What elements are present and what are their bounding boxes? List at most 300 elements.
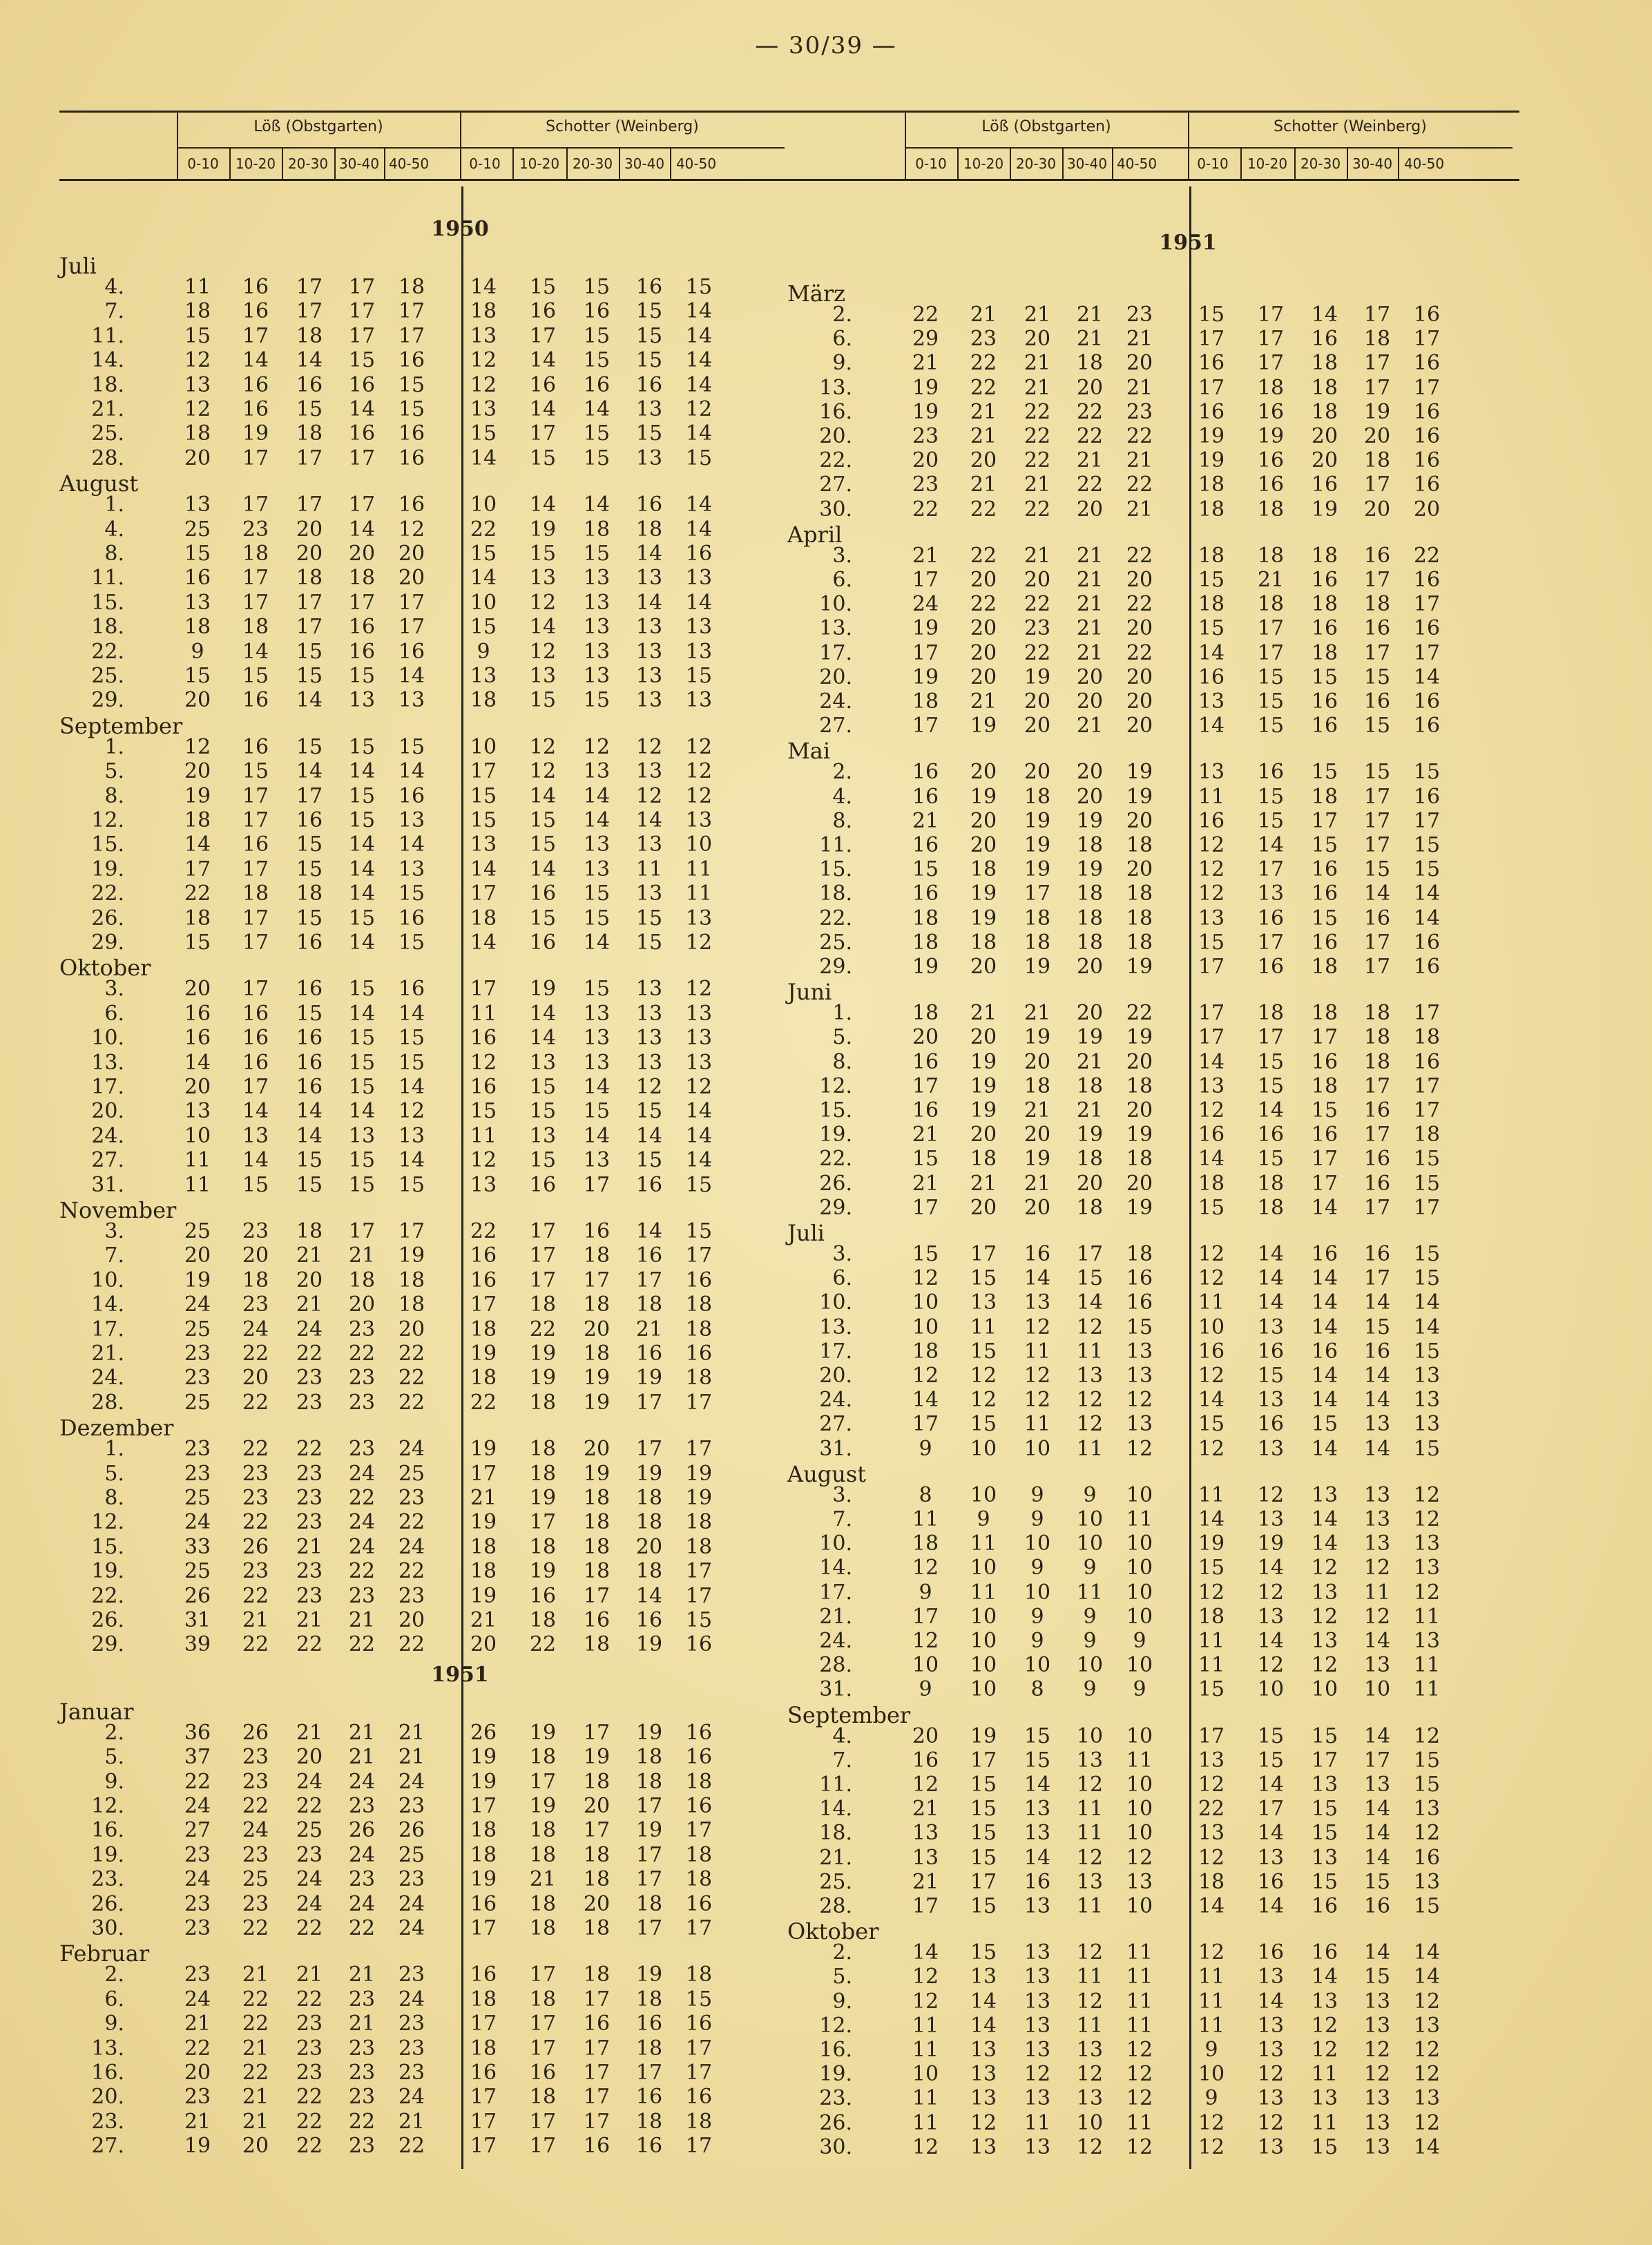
value-cell: 13 xyxy=(1413,1629,1441,1653)
month-label: Oktober xyxy=(787,1918,879,1945)
table-row xyxy=(787,544,1519,569)
value-cell: 16 xyxy=(1198,399,1225,424)
value-cell: 18 xyxy=(685,1842,713,1867)
month-label: Juni xyxy=(787,979,832,1006)
table-row xyxy=(59,1962,791,1987)
value-cell: 11 xyxy=(1024,1339,1051,1364)
value-cell: 21 xyxy=(184,2109,211,2134)
value-cell: 21 xyxy=(970,424,997,448)
value-cell: 14 xyxy=(1311,303,1338,327)
value-cell: 18 xyxy=(1126,881,1153,906)
value-cell: 17 xyxy=(1198,1001,1225,1026)
date-cell: 6. xyxy=(104,1987,124,2012)
table-row xyxy=(59,688,791,713)
value-cell: 19 xyxy=(1076,1122,1104,1147)
table-row xyxy=(59,1437,791,1462)
value-cell: 12 xyxy=(685,783,713,808)
table-row xyxy=(787,1605,1519,1630)
table-row xyxy=(59,1002,791,1026)
value-cell: 20 xyxy=(970,665,997,689)
value-cell: 16 xyxy=(685,1632,713,1657)
value-cell: 13 xyxy=(1363,1653,1391,1678)
value-cell: 10 xyxy=(1257,1677,1285,1702)
value-cell: 13 xyxy=(583,832,611,857)
value-cell: 13 xyxy=(970,2086,997,2111)
value-cell: 23 xyxy=(184,1916,211,1940)
value-cell: 16 xyxy=(1363,1894,1391,1918)
value-cell: 23 xyxy=(242,1842,269,1867)
value-cell: 17 xyxy=(635,2061,663,2085)
date-cell: 30. xyxy=(91,1916,124,1940)
value-cell: 15 xyxy=(685,446,713,470)
value-cell: 14 xyxy=(398,1148,425,1173)
table-row xyxy=(59,1794,791,1819)
value-cell: 10 xyxy=(1126,1821,1153,1846)
date-cell: 17. xyxy=(819,1580,852,1605)
date-cell: 27. xyxy=(91,2134,124,2159)
value-cell: 10 xyxy=(1126,1723,1153,1748)
date-cell: 7. xyxy=(832,1507,852,1531)
value-cell: 13 xyxy=(348,1123,376,1148)
value-cell: 13 xyxy=(1257,2134,1285,2159)
table-row xyxy=(787,1098,1519,1123)
value-cell: 18 xyxy=(1076,1195,1104,1220)
table-row xyxy=(787,833,1519,858)
value-cell: 14 xyxy=(635,542,663,566)
value-cell: 12 xyxy=(1363,2038,1391,2062)
value-cell: 19 xyxy=(529,1341,557,1366)
value-cell: 33 xyxy=(184,1534,211,1559)
value-cell: 16 xyxy=(1311,1339,1338,1364)
value-cell: 23 xyxy=(184,1366,211,1391)
value-cell: 12 xyxy=(1413,1723,1441,1748)
value-cell: 15 xyxy=(1257,808,1285,833)
value-cell: 19 xyxy=(912,665,939,689)
value-cell: 16 xyxy=(1311,472,1338,497)
value-cell: 22 xyxy=(970,592,997,617)
date-cell: 8. xyxy=(104,783,124,808)
table-row xyxy=(59,1026,791,1051)
table-row xyxy=(787,303,1519,327)
header-depth-9: 40-50 xyxy=(675,155,717,172)
value-cell: 11 xyxy=(184,1148,211,1173)
table-row xyxy=(59,397,791,422)
value-cell: 15 xyxy=(635,1148,663,1173)
date-cell: 19. xyxy=(91,1842,124,1867)
value-cell: 19 xyxy=(970,1098,997,1122)
value-cell: 23 xyxy=(296,1461,323,1486)
value-cell: 18 xyxy=(1198,592,1225,617)
value-cell: 19 xyxy=(1024,1025,1051,1050)
value-cell: 16 xyxy=(1363,906,1391,930)
value-cell: 17 xyxy=(1413,327,1441,352)
value-cell: 17 xyxy=(470,1292,497,1317)
table-row xyxy=(787,2038,1519,2063)
date-cell: 1. xyxy=(832,1001,852,1026)
value-cell: 19 xyxy=(1126,1195,1153,1220)
value-cell: 11 xyxy=(1076,1894,1104,1918)
value-cell: 14 xyxy=(1413,1315,1441,1339)
table-row xyxy=(787,376,1519,401)
value-cell: 15 xyxy=(635,930,663,955)
value-cell: 13 xyxy=(1257,881,1285,906)
value-cell: 23 xyxy=(348,2134,376,2159)
value-cell: 15 xyxy=(529,275,557,299)
value-cell: 18 xyxy=(1198,1171,1225,1196)
value-cell: 9 xyxy=(1083,1677,1097,1702)
value-cell: 17 xyxy=(470,2012,497,2036)
value-cell: 17 xyxy=(1311,1147,1338,1172)
value-cell: 21 xyxy=(970,399,997,424)
value-cell: 20 xyxy=(184,1075,211,1099)
month-label: September xyxy=(787,1701,911,1728)
value-cell: 16 xyxy=(1257,955,1285,979)
value-cell: 20 xyxy=(1363,497,1391,522)
value-cell: 17 xyxy=(470,2134,497,2159)
value-cell: 22 xyxy=(1126,424,1153,448)
date-cell: 4. xyxy=(104,517,124,542)
value-cell: 17 xyxy=(1413,1098,1441,1122)
table-row xyxy=(787,1242,1519,1267)
value-cell: 11 xyxy=(1198,1989,1225,2014)
date-cell: 14. xyxy=(819,1556,852,1580)
value-cell: 15 xyxy=(348,348,376,373)
value-cell: 17 xyxy=(912,1195,939,1220)
value-cell: 17 xyxy=(348,590,376,615)
date-cell: 15. xyxy=(819,857,852,882)
value-cell: 13 xyxy=(1024,2038,1051,2062)
value-cell: 23 xyxy=(398,1867,425,1892)
value-cell: 16 xyxy=(529,372,557,397)
table-row xyxy=(59,1818,791,1843)
value-cell: 11 xyxy=(970,1580,997,1605)
value-cell: 22 xyxy=(296,1794,323,1818)
table-row xyxy=(787,1989,1519,2014)
value-cell: 10 xyxy=(1126,1773,1153,1797)
table-row xyxy=(787,760,1519,785)
date-cell: 26. xyxy=(91,1608,124,1632)
value-cell: 18 xyxy=(1126,930,1153,955)
value-cell: 13 xyxy=(635,566,663,591)
value-cell: 22 xyxy=(529,1632,557,1657)
value-cell: 9 xyxy=(1083,1604,1097,1629)
table-row xyxy=(59,1292,791,1317)
value-cell: 19 xyxy=(1257,1531,1285,1556)
value-cell: 20 xyxy=(348,542,376,566)
date-cell: 10. xyxy=(819,1531,852,1556)
value-cell: 17 xyxy=(912,1412,939,1437)
value-cell: 13 xyxy=(1413,1388,1441,1413)
date-cell: 14. xyxy=(91,348,124,373)
value-cell: 13 xyxy=(529,566,557,591)
header-depth-5: 0-10 xyxy=(1197,155,1229,172)
table-row xyxy=(787,2014,1519,2038)
date-cell: 16. xyxy=(91,1818,124,1843)
value-cell: 20 xyxy=(1076,784,1104,809)
value-cell: 19 xyxy=(970,906,997,930)
table-row xyxy=(59,1535,791,1560)
value-cell: 14 xyxy=(685,1099,713,1124)
table-row xyxy=(59,1268,791,1293)
value-cell: 14 xyxy=(1311,1531,1338,1556)
value-cell: 15 xyxy=(583,323,611,348)
value-cell: 20 xyxy=(1126,857,1153,882)
date-cell: 26. xyxy=(819,1171,852,1196)
value-cell: 19 xyxy=(1311,497,1338,522)
value-cell: 17 xyxy=(1257,1025,1285,1050)
value-cell: 11 xyxy=(1413,1677,1441,1702)
value-cell: 20 xyxy=(1126,1171,1153,1196)
date-cell: 2. xyxy=(832,303,852,327)
value-cell: 14 xyxy=(1311,1266,1338,1291)
value-cell: 14 xyxy=(348,1001,376,1026)
value-cell: 19 xyxy=(398,1243,425,1268)
value-cell: 23 xyxy=(912,424,939,448)
value-cell: 16 xyxy=(348,639,376,664)
value-cell: 13 xyxy=(583,639,611,664)
value-cell: 15 xyxy=(1311,833,1338,857)
month-label: Juli xyxy=(59,253,97,279)
value-cell: 12 xyxy=(398,517,425,542)
month-label: November xyxy=(59,1197,177,1223)
value-cell: 21 xyxy=(912,351,939,376)
date-cell: 15. xyxy=(819,1098,852,1122)
value-cell: 22 xyxy=(398,1390,425,1415)
value-cell: 24 xyxy=(398,1534,425,1559)
value-cell: 21 xyxy=(1076,448,1104,473)
value-cell: 23 xyxy=(242,1461,269,1486)
value-cell: 13 xyxy=(1198,906,1225,930)
value-cell: 23 xyxy=(398,1583,425,1608)
value-cell: 22 xyxy=(242,1583,269,1608)
date-cell: 20. xyxy=(819,665,852,689)
value-cell: 17 xyxy=(635,1437,663,1462)
value-cell: 15 xyxy=(635,906,663,930)
value-cell: 26 xyxy=(242,1720,269,1745)
value-cell: 16 xyxy=(398,348,425,373)
value-cell: 15 xyxy=(583,1099,611,1124)
value-cell: 17 xyxy=(685,2134,713,2159)
value-cell: 13 xyxy=(1311,1580,1338,1605)
value-cell: 17 xyxy=(242,906,269,930)
value-cell: 17 xyxy=(398,323,425,348)
value-cell: 15 xyxy=(348,1026,376,1051)
value-cell: 20 xyxy=(970,1122,997,1147)
value-cell: 23 xyxy=(348,1390,376,1415)
value-cell: 9 xyxy=(1204,2086,1218,2111)
value-cell: 15 xyxy=(1076,1266,1104,1291)
header-depth-3: 30-40 xyxy=(1066,155,1108,172)
value-cell: 18 xyxy=(1413,1025,1441,1050)
value-cell: 12 xyxy=(398,1099,425,1124)
value-cell: 24 xyxy=(348,1891,376,1916)
value-cell: 15 xyxy=(1311,1412,1338,1437)
value-cell: 14 xyxy=(529,493,557,517)
value-cell: 17 xyxy=(1198,1025,1225,1050)
value-cell: 15 xyxy=(635,299,663,324)
value-cell: 15 xyxy=(583,881,611,906)
value-cell: 18 xyxy=(1363,1001,1391,1026)
value-cell: 15 xyxy=(529,688,557,713)
header-depth-0: 0-10 xyxy=(187,155,219,172)
date-cell: 3. xyxy=(104,977,124,1002)
value-cell: 20 xyxy=(1126,351,1153,376)
table-row xyxy=(59,1987,791,2012)
value-cell: 15 xyxy=(296,1148,323,1173)
value-cell: 16 xyxy=(1363,543,1391,568)
value-cell: 11 xyxy=(685,881,713,906)
value-cell: 13 xyxy=(1413,1412,1441,1437)
value-cell: 16 xyxy=(184,1026,211,1051)
value-cell: 17 xyxy=(685,1583,713,1608)
value-cell: 17 xyxy=(1257,616,1285,641)
value-cell: 11 xyxy=(1198,1965,1225,1989)
header-depth-7: 20-30 xyxy=(572,155,613,172)
month-label: Oktober xyxy=(59,955,151,982)
value-cell: 13 xyxy=(583,857,611,881)
table-row xyxy=(59,808,791,833)
value-cell: 19 xyxy=(470,1867,497,1892)
value-cell: 18 xyxy=(470,1842,497,1867)
value-cell: 21 xyxy=(1024,303,1051,327)
date-cell: 18. xyxy=(91,615,124,640)
value-cell: 17 xyxy=(1363,375,1391,400)
value-cell: 16 xyxy=(242,1026,269,1051)
date-cell: 27. xyxy=(91,1148,124,1173)
value-cell: 18 xyxy=(912,906,939,930)
table-row xyxy=(787,689,1519,714)
value-cell: 17 xyxy=(970,1242,997,1266)
value-cell: 19 xyxy=(583,1745,611,1770)
value-cell: 22 xyxy=(1024,448,1051,473)
value-cell: 19 xyxy=(1024,955,1051,979)
value-cell: 16 xyxy=(470,1268,497,1292)
value-cell: 12 xyxy=(1413,2062,1441,2087)
value-cell: 16 xyxy=(296,1050,323,1075)
value-cell: 24 xyxy=(296,1891,323,1916)
value-cell: 11 xyxy=(1311,2062,1338,2087)
value-cell: 21 xyxy=(348,2012,376,2036)
value-cell: 23 xyxy=(1126,399,1153,424)
value-cell: 17 xyxy=(1413,375,1441,400)
date-cell: 11. xyxy=(819,833,852,857)
value-cell: 15 xyxy=(1413,1147,1441,1172)
value-cell: 10 xyxy=(912,2062,939,2087)
value-cell: 18 xyxy=(529,1987,557,2012)
value-cell: 16 xyxy=(1257,760,1285,785)
value-cell: 20 xyxy=(1311,448,1338,473)
value-cell: 20 xyxy=(398,1317,425,1341)
value-cell: 17 xyxy=(242,1075,269,1099)
value-cell: 20 xyxy=(1024,1049,1051,1074)
value-cell: 19 xyxy=(970,1723,997,1748)
value-cell: 11 xyxy=(1311,2110,1338,2135)
value-cell: 12 xyxy=(970,1364,997,1388)
value-cell: 21 xyxy=(1126,375,1153,400)
table-row xyxy=(59,421,791,446)
value-cell: 17 xyxy=(296,275,323,299)
value-cell: 22 xyxy=(242,2061,269,2085)
value-cell: 15 xyxy=(1198,568,1225,592)
value-cell: 10 xyxy=(1126,1604,1153,1629)
value-cell: 16 xyxy=(1413,930,1441,955)
value-cell: 15 xyxy=(348,1172,376,1197)
header-sub-divider xyxy=(1294,147,1296,179)
date-cell: 20. xyxy=(819,1364,852,1388)
value-cell: 14 xyxy=(685,590,713,615)
value-cell: 18 xyxy=(583,1769,611,1794)
value-cell: 15 xyxy=(529,832,557,857)
value-cell: 15 xyxy=(1257,1049,1285,1074)
value-cell: 23 xyxy=(398,2061,425,2085)
value-cell: 13 xyxy=(635,446,663,470)
value-cell: 18 xyxy=(912,689,939,714)
value-cell: 12 xyxy=(529,734,557,759)
value-cell: 9 xyxy=(1133,1677,1146,1702)
value-cell: 12 xyxy=(1198,1436,1225,1461)
value-cell: 18 xyxy=(583,517,611,542)
table-row xyxy=(787,1821,1519,1846)
value-cell: 18 xyxy=(1311,543,1338,568)
value-cell: 17 xyxy=(685,1559,713,1584)
value-cell: 14 xyxy=(296,1123,323,1148)
value-cell: 18 xyxy=(583,1559,611,1584)
header-loess-group: Löß (Obstgarten) xyxy=(253,118,383,135)
table-row xyxy=(59,2012,791,2036)
value-cell: 19 xyxy=(1198,448,1225,473)
table-row xyxy=(59,299,791,324)
value-cell: 16 xyxy=(296,808,323,832)
value-cell: 13 xyxy=(1024,1797,1051,1822)
value-cell: 15 xyxy=(970,1339,997,1364)
value-cell: 13 xyxy=(635,397,663,421)
table-row xyxy=(787,472,1519,497)
value-cell: 21 xyxy=(912,1171,939,1196)
value-cell: 19 xyxy=(1126,1025,1153,1050)
value-cell: 17 xyxy=(685,1390,713,1415)
date-cell: 10. xyxy=(819,592,852,617)
value-cell: 20 xyxy=(184,446,211,470)
value-cell: 23 xyxy=(296,1486,323,1510)
value-cell: 9 xyxy=(919,1580,932,1605)
value-cell: 15 xyxy=(1198,616,1225,641)
value-cell: 20 xyxy=(1126,1049,1153,1074)
value-cell: 18 xyxy=(1024,906,1051,930)
value-cell: 22 xyxy=(296,1437,323,1462)
header-depth-1: 10-20 xyxy=(235,155,276,172)
value-cell: 15 xyxy=(1257,1748,1285,1773)
value-cell: 18 xyxy=(912,1001,939,1026)
value-cell: 14 xyxy=(685,299,713,324)
value-cell: 13 xyxy=(912,1821,939,1846)
value-cell: 13 xyxy=(1413,2013,1441,2038)
value-cell: 11 xyxy=(184,275,211,299)
value-cell: 23 xyxy=(1024,616,1051,641)
value-cell: 17 xyxy=(583,1720,611,1745)
value-cell: 19 xyxy=(635,1366,663,1391)
value-cell: 12 xyxy=(685,397,713,421)
value-cell: 13 xyxy=(1198,1073,1225,1098)
value-cell: 15 xyxy=(1024,1748,1051,1773)
value-cell: 12 xyxy=(1024,1315,1051,1339)
value-cell: 25 xyxy=(242,1867,269,1892)
value-cell: 12 xyxy=(1413,1989,1441,2014)
value-cell: 14 xyxy=(296,348,323,373)
value-cell: 20 xyxy=(1024,568,1051,592)
value-cell: 19 xyxy=(529,1486,557,1510)
value-cell: 17 xyxy=(348,323,376,348)
value-cell: 16 xyxy=(635,372,663,397)
